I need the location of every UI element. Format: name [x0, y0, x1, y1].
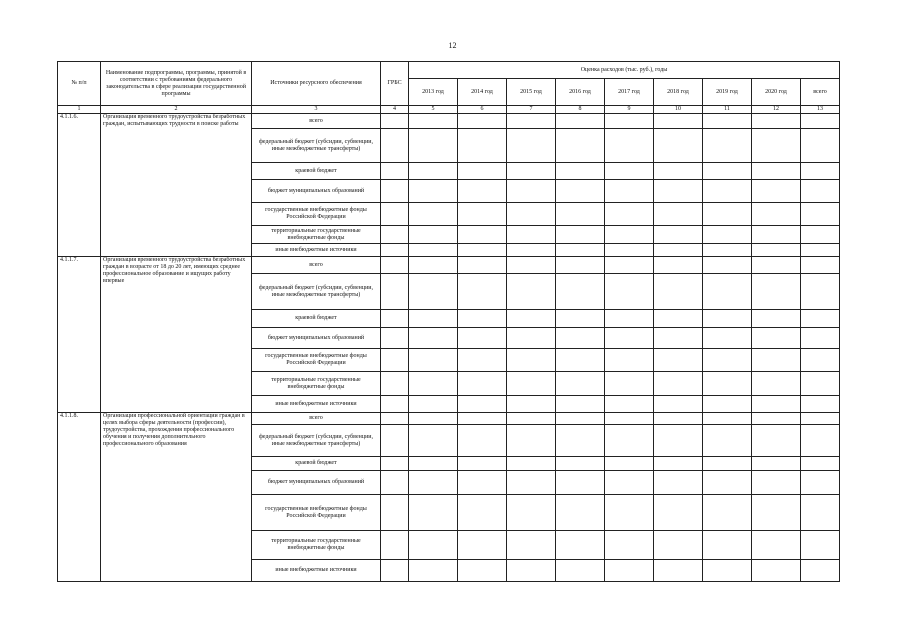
resource-table [57, 61, 840, 582]
value-cell [605, 114, 654, 129]
value-cell [556, 396, 605, 413]
column-number: 3 [252, 106, 381, 114]
value-cell [654, 372, 703, 396]
value-cell [409, 180, 458, 203]
grbs-cell [381, 560, 409, 582]
column-number: 13 [801, 106, 840, 114]
value-cell [752, 471, 801, 495]
column-number: 9 [605, 106, 654, 114]
value-cell [556, 129, 605, 163]
column-number: 5 [409, 106, 458, 114]
value-cell [507, 495, 556, 531]
value-cell [409, 495, 458, 531]
value-cell [556, 413, 605, 425]
value-cell [801, 163, 840, 180]
source-label: территориальные государственные внебюджетные фонды [252, 372, 381, 396]
value-cell [409, 274, 458, 310]
value-cell [507, 349, 556, 372]
value-cell [605, 471, 654, 495]
source-label: бюджет муниципальных образований [252, 471, 381, 495]
value-cell [654, 495, 703, 531]
section-number: 4.1.1.7. [58, 257, 101, 413]
header-year: 2020 год [752, 79, 801, 106]
value-cell [703, 457, 752, 471]
value-cell [507, 457, 556, 471]
value-cell [507, 203, 556, 226]
value-cell [556, 274, 605, 310]
value-cell [801, 531, 840, 560]
value-cell [507, 328, 556, 349]
value-cell [556, 457, 605, 471]
value-cell [409, 413, 458, 425]
source-label: бюджет муниципальных образований [252, 180, 381, 203]
value-cell [458, 396, 507, 413]
value-cell [507, 257, 556, 274]
value-cell [654, 203, 703, 226]
value-cell [654, 457, 703, 471]
value-cell [752, 129, 801, 163]
value-cell [458, 203, 507, 226]
value-cell [409, 372, 458, 396]
value-cell [605, 349, 654, 372]
value-cell [654, 226, 703, 244]
grbs-cell [381, 471, 409, 495]
value-cell [801, 471, 840, 495]
value-cell [801, 244, 840, 257]
value-cell [801, 349, 840, 372]
value-cell [605, 180, 654, 203]
value-cell [801, 425, 840, 457]
grbs-cell [381, 328, 409, 349]
value-cell [654, 180, 703, 203]
grbs-cell [381, 226, 409, 244]
value-cell [752, 163, 801, 180]
value-cell [507, 413, 556, 425]
header-year: всего [801, 79, 840, 106]
value-cell [605, 457, 654, 471]
grbs-cell [381, 203, 409, 226]
header-year: 2017 год [605, 79, 654, 106]
value-cell [507, 226, 556, 244]
grbs-cell [381, 114, 409, 129]
value-cell [605, 372, 654, 396]
value-cell [458, 114, 507, 129]
value-cell [458, 163, 507, 180]
value-cell [409, 114, 458, 129]
value-cell [458, 180, 507, 203]
value-cell [507, 560, 556, 582]
grbs-cell [381, 413, 409, 425]
header-year: 2019 год [703, 79, 752, 106]
value-cell [752, 413, 801, 425]
column-number: 12 [752, 106, 801, 114]
grbs-cell [381, 180, 409, 203]
source-label: территориальные государственные внебюджетные фонды [252, 531, 381, 560]
value-cell [801, 180, 840, 203]
value-cell [703, 531, 752, 560]
header-year: 2016 год [556, 79, 605, 106]
header-no: № п/п [58, 62, 101, 106]
column-number-row [58, 106, 840, 114]
value-cell [556, 471, 605, 495]
section-number: 4.1.1.8. [58, 413, 101, 582]
value-cell [507, 425, 556, 457]
source-label: всего [252, 257, 381, 274]
value-cell [752, 180, 801, 203]
value-cell [556, 495, 605, 531]
value-cell [556, 328, 605, 349]
value-cell [801, 328, 840, 349]
value-cell [801, 129, 840, 163]
value-cell [458, 531, 507, 560]
value-cell [801, 310, 840, 328]
value-cell [654, 471, 703, 495]
value-cell [752, 396, 801, 413]
value-cell [703, 244, 752, 257]
value-cell [801, 372, 840, 396]
value-cell [752, 310, 801, 328]
source-label: краевой бюджет [252, 457, 381, 471]
value-cell [458, 560, 507, 582]
source-label: государственные внебюджетные фонды Российской Федерации [252, 349, 381, 372]
value-cell [458, 129, 507, 163]
grbs-cell [381, 244, 409, 257]
value-cell [654, 425, 703, 457]
value-cell [458, 274, 507, 310]
value-cell [458, 425, 507, 457]
page-number: 12 [448, 41, 457, 50]
grbs-cell [381, 257, 409, 274]
table-row [58, 257, 840, 274]
grbs-cell [381, 396, 409, 413]
value-cell [458, 413, 507, 425]
value-cell [605, 328, 654, 349]
value-cell [409, 396, 458, 413]
value-cell [752, 274, 801, 310]
value-cell [654, 114, 703, 129]
value-cell [605, 396, 654, 413]
value-cell [605, 310, 654, 328]
value-cell [556, 560, 605, 582]
value-cell [605, 226, 654, 244]
value-cell [752, 372, 801, 396]
value-cell [654, 163, 703, 180]
source-label: иные внебюджетные источники [252, 244, 381, 257]
table-row [58, 114, 840, 129]
value-cell [409, 457, 458, 471]
value-cell [605, 531, 654, 560]
source-label: всего [252, 413, 381, 425]
value-cell [556, 531, 605, 560]
header-year: 2014 год [458, 79, 507, 106]
grbs-cell [381, 425, 409, 457]
section-name: Организация временного трудоустройства безработных граждан в возрасте от 18 до 20 лет, имеющих среднее профессиональное образование и ищущих работу впервые [101, 257, 252, 413]
value-cell [556, 425, 605, 457]
value-cell [654, 396, 703, 413]
grbs-cell [381, 531, 409, 560]
source-label: краевой бюджет [252, 163, 381, 180]
value-cell [409, 425, 458, 457]
value-cell [458, 310, 507, 328]
table-row [58, 413, 840, 425]
header-year: 2015 год [507, 79, 556, 106]
value-cell [458, 226, 507, 244]
value-cell [409, 560, 458, 582]
column-number: 2 [101, 106, 252, 114]
value-cell [409, 163, 458, 180]
source-label: федеральный бюджет (субсидии, субвенции, иные межбюджетные трансферты) [252, 129, 381, 163]
section-number: 4.1.1.6. [58, 114, 101, 257]
value-cell [703, 310, 752, 328]
value-cell [801, 495, 840, 531]
source-label: федеральный бюджет (субсидии, субвенции, иные межбюджетные трансферты) [252, 274, 381, 310]
value-cell [409, 203, 458, 226]
value-cell [605, 257, 654, 274]
grbs-cell [381, 310, 409, 328]
grbs-cell [381, 457, 409, 471]
value-cell [654, 349, 703, 372]
value-cell [556, 226, 605, 244]
section-name: Организация профессиональной ориентации граждан в целях выбора сферы деятельности (профессии), трудоустройства, прохождения профессионального обучения и получения дополнительного профессионального образования [101, 413, 252, 582]
value-cell [458, 257, 507, 274]
value-cell [409, 310, 458, 328]
value-cell [801, 457, 840, 471]
grbs-cell [381, 163, 409, 180]
value-cell [801, 560, 840, 582]
value-cell [654, 274, 703, 310]
value-cell [703, 425, 752, 457]
source-label: федеральный бюджет (субсидии, субвенции, иные межбюджетные трансферты) [252, 425, 381, 457]
grbs-cell [381, 274, 409, 310]
value-cell [556, 163, 605, 180]
value-cell [507, 244, 556, 257]
value-cell [507, 274, 556, 310]
value-cell [752, 560, 801, 582]
grbs-cell [381, 349, 409, 372]
value-cell [703, 129, 752, 163]
value-cell [703, 560, 752, 582]
source-label: государственные внебюджетные фонды Российской Федерации [252, 203, 381, 226]
value-cell [409, 257, 458, 274]
value-cell [801, 413, 840, 425]
value-cell [507, 310, 556, 328]
value-cell [458, 328, 507, 349]
value-cell [556, 180, 605, 203]
header-sources: Источники ресурсного обеспечения [252, 62, 381, 106]
source-label: иные внебюджетные источники [252, 560, 381, 582]
value-cell [752, 328, 801, 349]
header-estimate: Оценка расходов (тыс. руб.), годы [409, 62, 840, 79]
value-cell [752, 457, 801, 471]
value-cell [654, 257, 703, 274]
value-cell [605, 413, 654, 425]
value-cell [703, 413, 752, 425]
header-grbs: ГРБС [381, 62, 409, 106]
value-cell [605, 495, 654, 531]
value-cell [556, 114, 605, 129]
header-year: 2018 год [654, 79, 703, 106]
grbs-cell [381, 129, 409, 163]
value-cell [703, 226, 752, 244]
section-name: Организация временного трудоустройства безработных граждан, испытывающих трудности в поиске работы [101, 114, 252, 257]
value-cell [409, 129, 458, 163]
value-cell [409, 226, 458, 244]
column-number: 7 [507, 106, 556, 114]
grbs-cell [381, 372, 409, 396]
value-cell [458, 244, 507, 257]
value-cell [409, 471, 458, 495]
column-number: 6 [458, 106, 507, 114]
value-cell [507, 396, 556, 413]
value-cell [507, 180, 556, 203]
value-cell [801, 257, 840, 274]
value-cell [556, 203, 605, 226]
value-cell [752, 531, 801, 560]
value-cell [752, 257, 801, 274]
value-cell [752, 349, 801, 372]
table-body [58, 114, 840, 582]
value-cell [654, 413, 703, 425]
value-cell [752, 114, 801, 129]
value-cell [556, 349, 605, 372]
value-cell [507, 163, 556, 180]
value-cell [801, 274, 840, 310]
value-cell [654, 560, 703, 582]
value-cell [409, 328, 458, 349]
source-label: иные внебюджетные источники [252, 396, 381, 413]
value-cell [605, 129, 654, 163]
value-cell [752, 226, 801, 244]
value-cell [801, 226, 840, 244]
source-label: государственные внебюджетные фонды Российской Федерации [252, 495, 381, 531]
value-cell [458, 372, 507, 396]
value-cell [703, 328, 752, 349]
source-label: территориальные государственные внебюджетные фонды [252, 226, 381, 244]
value-cell [556, 244, 605, 257]
source-label: бюджет муниципальных образований [252, 328, 381, 349]
value-cell [752, 203, 801, 226]
column-number: 8 [556, 106, 605, 114]
value-cell [703, 180, 752, 203]
value-cell [507, 471, 556, 495]
header-name: Наименование подпрограммы, программы, принятой в соответствии с требованиями федерального законодательства в сфере реализации государственной программы [101, 62, 252, 106]
value-cell [703, 203, 752, 226]
value-cell [409, 531, 458, 560]
value-cell [409, 244, 458, 257]
value-cell [703, 274, 752, 310]
value-cell [458, 495, 507, 531]
value-cell [458, 349, 507, 372]
column-number: 4 [381, 106, 409, 114]
value-cell [654, 328, 703, 349]
value-cell [507, 531, 556, 560]
value-cell [654, 310, 703, 328]
value-cell [703, 257, 752, 274]
source-label: всего [252, 114, 381, 129]
value-cell [556, 310, 605, 328]
value-cell [654, 244, 703, 257]
value-cell [556, 372, 605, 396]
value-cell [605, 274, 654, 310]
value-cell [507, 129, 556, 163]
value-cell [703, 349, 752, 372]
value-cell [801, 203, 840, 226]
value-cell [605, 560, 654, 582]
value-cell [507, 114, 556, 129]
value-cell [654, 129, 703, 163]
value-cell [703, 372, 752, 396]
value-cell [605, 244, 654, 257]
grbs-cell [381, 495, 409, 531]
column-number: 10 [654, 106, 703, 114]
value-cell [752, 495, 801, 531]
value-cell [556, 257, 605, 274]
value-cell [752, 425, 801, 457]
value-cell [752, 244, 801, 257]
value-cell [703, 471, 752, 495]
value-cell [703, 114, 752, 129]
value-cell [605, 163, 654, 180]
source-label: краевой бюджет [252, 310, 381, 328]
header-year: 2013 год [409, 79, 458, 106]
value-cell [409, 349, 458, 372]
value-cell [703, 495, 752, 531]
value-cell [703, 396, 752, 413]
value-cell [654, 531, 703, 560]
value-cell [703, 163, 752, 180]
value-cell [458, 471, 507, 495]
value-cell [801, 114, 840, 129]
column-number: 11 [703, 106, 752, 114]
value-cell [507, 372, 556, 396]
value-cell [605, 203, 654, 226]
value-cell [458, 457, 507, 471]
value-cell [605, 425, 654, 457]
value-cell [801, 396, 840, 413]
column-number: 1 [58, 106, 101, 114]
